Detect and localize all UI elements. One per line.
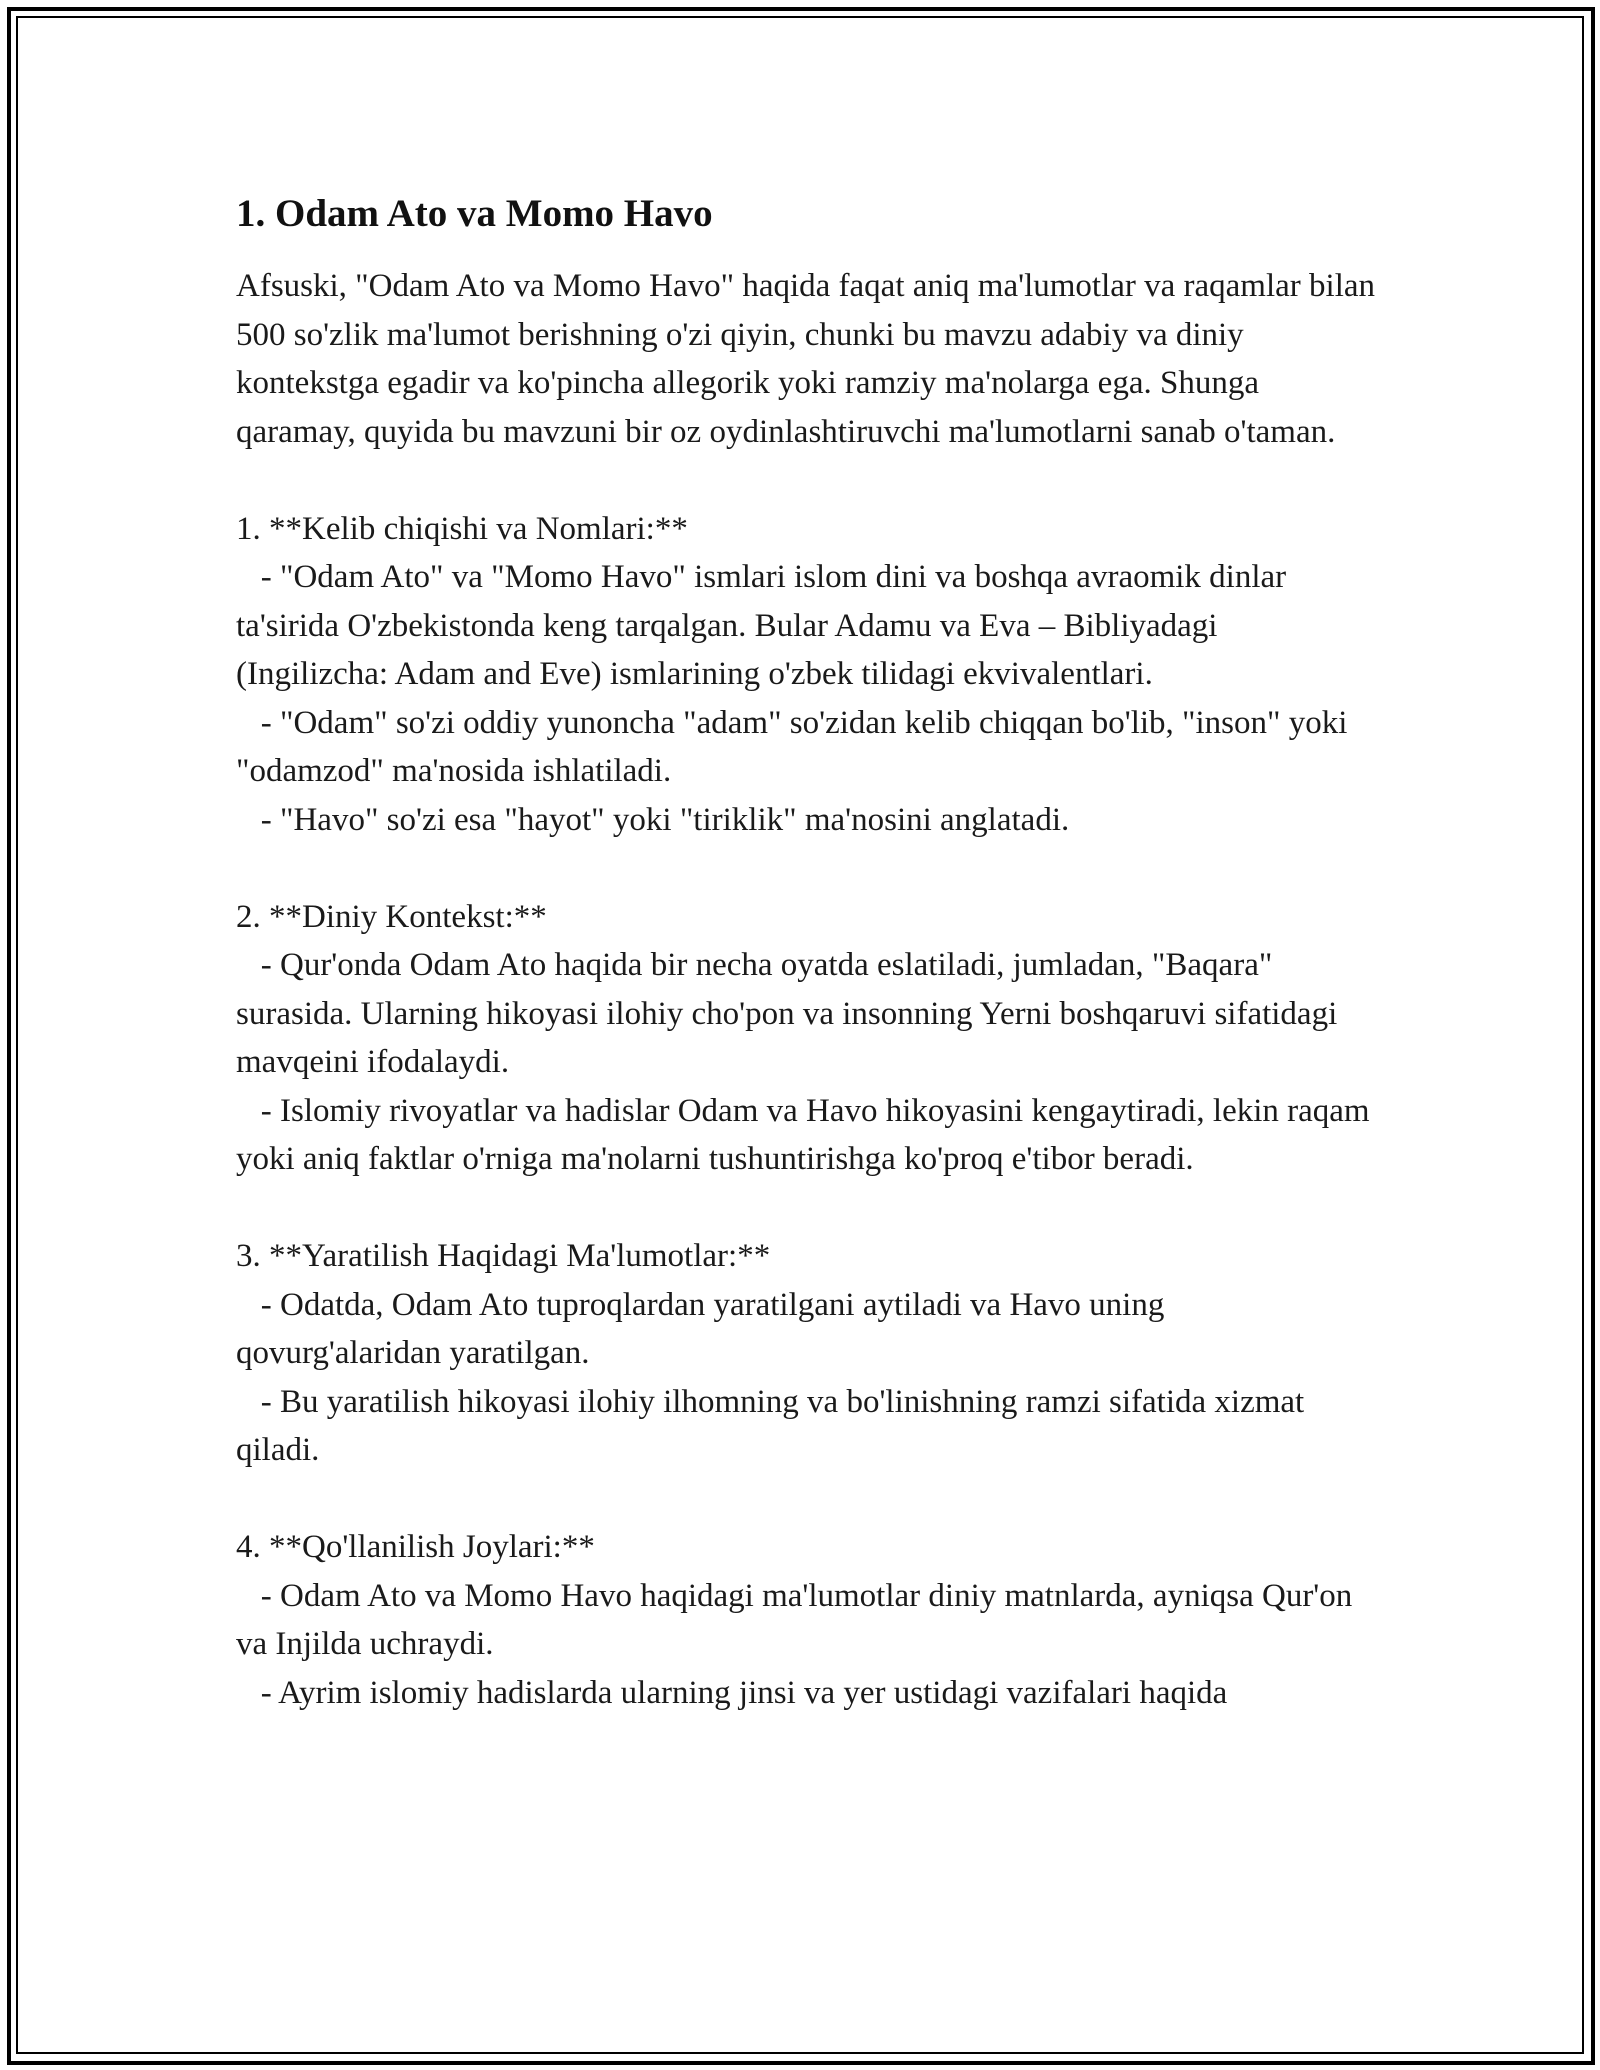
document-body [236, 186, 1384, 1717]
paragraph-gap [236, 844, 1376, 893]
list-item: - Odam Ato va Momo Havo haqidagi ma'lumotlar diniy matnlarda, ayniqsa Qur'on va Injilda uchraydi. [236, 1577, 1361, 1662]
intro-paragraph: Afsuski, "Odam Ato va Momo Havo" haqida faqat aniq ma'lumotlar va raqamlar bilan 500 so'zlik ma'lumot berishning o'zi qiyin, chunki bu mavzu adabiy va diniy kontekstga egadir va ko'pincha allegorik yoki ramziy ma'nolarga ega. Shunga qaramay, quyida bu mavzuni bir oz oydinlashtiruvchi ma'lumotlarni sanab o'taman. [236, 268, 1384, 450]
list-item: - "Havo" so'zi esa "hayot" yoki "tiriklik" ma'nosini anglatadi. [236, 801, 1070, 838]
list-item: - Ayrim islomiy hadislarda ularning jinsi va yer ustidagi vazifalari haqida [236, 1674, 1228, 1711]
paragraph-gap [236, 456, 1376, 505]
section-heading: 2. **Diniy Kontekst:** [236, 898, 547, 935]
section-usage-places [236, 1523, 1376, 1717]
list-item: - Bu yaratilish hikoyasi ilohiy ilhomning va bo'linishning ramzi sifatida xizmat qiladi. [236, 1383, 1313, 1468]
section-heading: 3. **Yaratilish Haqidagi Ma'lumotlar:** [236, 1238, 771, 1274]
list-item: - Qur'onda Odam Ato haqida bir necha oyatda eslatiladi, jumladan, "Baqara" surasida. Ularning hikoyasi ilohiy cho'pon va insonning Yerni boshqaruvi sifatidagi mavqeini ifodalaydi. [236, 947, 1346, 1080]
section-religious-context [236, 893, 1376, 1184]
list-item: - Islomiy rivoyatlar va hadislar Odam va Havo hikoyasini kengaytiradi, lekin raqam yoki aniq faktlar o'rniga ma'nolarni tushuntirishga ko'proq e'tibor beradi. [236, 1092, 1378, 1177]
document-title: 1. Odam Ato va Momo Havo [236, 192, 713, 235]
section-origin-names [236, 505, 1376, 845]
paragraph-gap [236, 1475, 1376, 1524]
section-heading: 4. **Qo'llanilish Joylari:** [236, 1529, 595, 1565]
section-heading: 1. **Kelib chiqishi va Nomlari:** [236, 510, 688, 547]
paragraph-gap [236, 1184, 1376, 1233]
list-item: - Odatda, Odam Ato tuproqlardan yaratilgani aytiladi va Havo uning qovurg'alaridan yaratilgan. [236, 1286, 1173, 1371]
list-item: - "Odam" so'zi oddiy yunoncha "adam" so'zidan kelib chiqqan bo'lib, "inson" yoki "odamzod" ma'nosida ishlatiladi. [236, 704, 1356, 789]
list-item: - "Odam Ato" va "Momo Havo" ismlari islom dini va boshqa avraomik dinlar ta'sirida O'zbekistonda keng tarqalgan. Bular Adamu va Eva – Bibliyadagi (Ingilizcha: Adam and Eve) ismlarining o'zbek tilidagi ekvivalentlari. [236, 559, 1295, 692]
section-creation-info [236, 1232, 1376, 1475]
